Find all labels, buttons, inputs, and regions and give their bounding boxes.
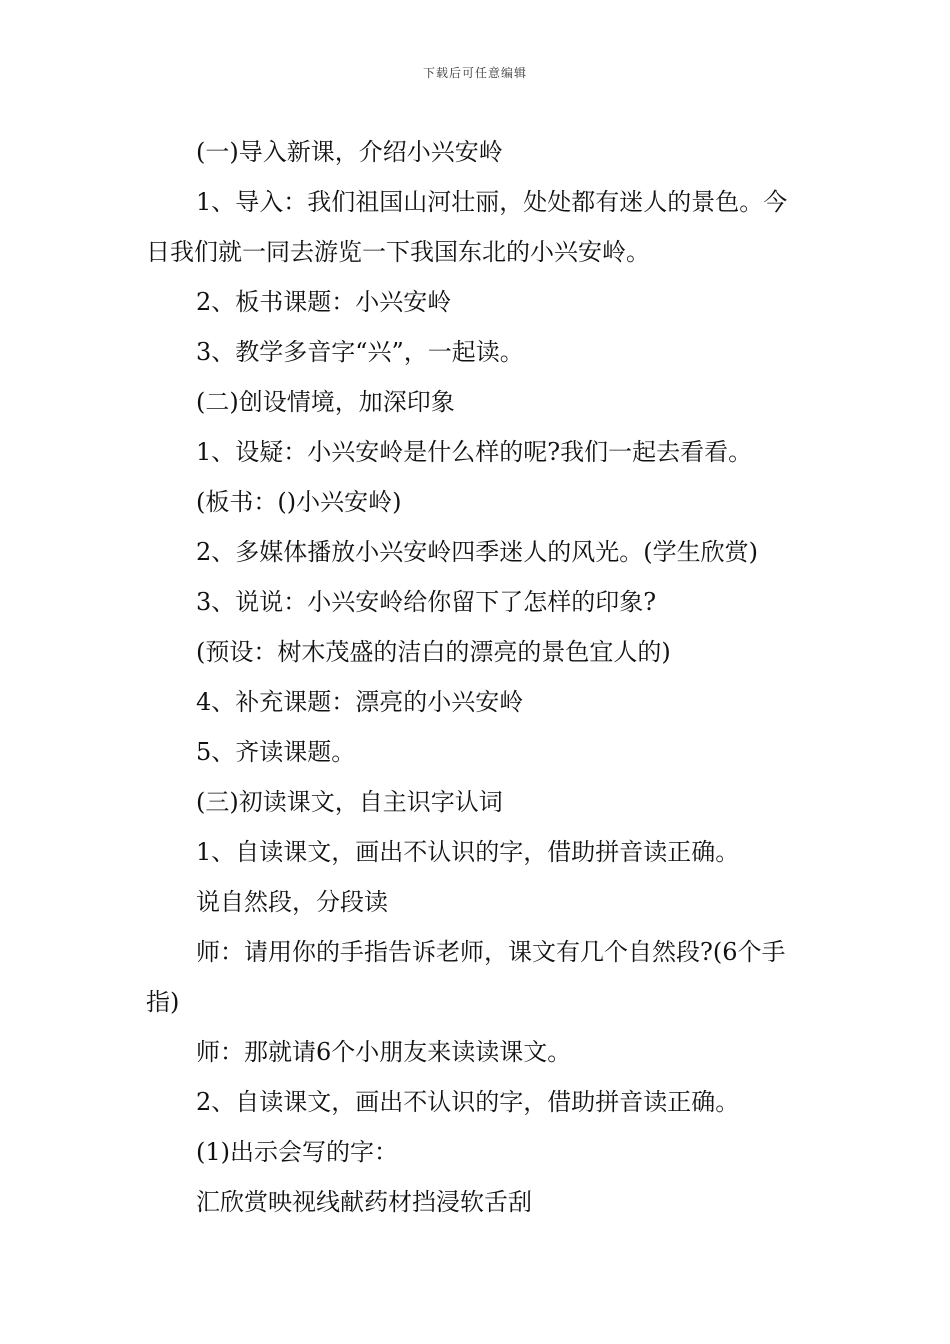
paragraph-self-read-1: 1、自读课文，画出不认识的字，借助拼音读正确。 [196, 838, 740, 866]
paragraph-section-3-heading: (三)初读课文，自主识字认词 [196, 788, 503, 816]
paragraph-intro: 1、导入：我们祖国山河壮丽，处处都有迷人的景色。今日我们就一同去游览一下我国东北的小兴安岭。 [146, 188, 788, 266]
document-body [146, 127, 810, 1227]
paragraph-section-1-heading: (一)导入新课，介绍小兴安岭 [196, 138, 503, 166]
paragraph-teacher-six: 师：那就请6个小朋友来读读课文。 [196, 1038, 572, 1066]
paragraph-question: 1、设疑：小兴安岭是什么样的呢?我们一起去看看。 [196, 438, 753, 466]
paragraph-char-list: 汇欣赏映视线献药材挡浸软舌刮 [196, 1188, 532, 1216]
paragraph-polyphone: 3、教学多音字“兴”，一起读。 [196, 338, 524, 366]
paragraph-self-read-2: 2、自读课文，画出不认识的字，借助拼音读正确。 [196, 1088, 740, 1116]
paragraph-board-title: 2、板书课题：小兴安岭 [196, 288, 452, 316]
paragraph-board-note: (板书：()小兴安岭) [196, 488, 402, 516]
paragraph-read-title: 5、齐读课题。 [196, 738, 356, 766]
paragraph-multimedia: 2、多媒体播放小兴安岭四季迷人的风光。(学生欣赏) [196, 538, 758, 566]
paragraph-impression: 3、说说：小兴安岭给你留下了怎样的印象? [196, 588, 657, 616]
paragraph-show-chars: (1)出示会写的字： [196, 1138, 398, 1166]
paragraph-supplement-title: 4、补充课题：漂亮的小兴安岭 [196, 688, 524, 716]
paragraph-preset: (预设：树木茂盛的洁白的漂亮的景色宜人的) [196, 638, 671, 666]
paragraph-section-2-heading: (二)创设情境，加深印象 [196, 388, 455, 416]
paragraph-teacher-fingers: 师：请用你的手指告诉老师，课文有几个自然段?(6个手指) [146, 938, 786, 1016]
page-header: 下载后可任意编辑 [422, 66, 527, 80]
paragraph-segment-read: 说自然段，分段读 [196, 888, 388, 916]
